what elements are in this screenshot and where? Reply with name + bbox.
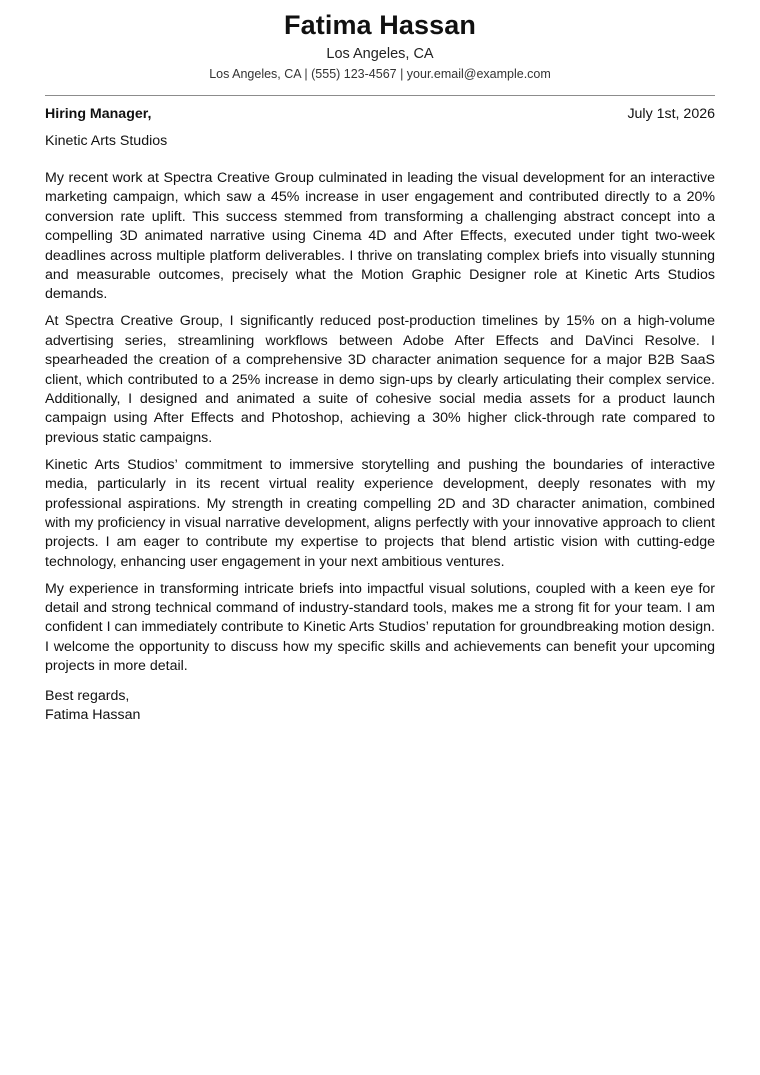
- recipient-salutation: Hiring Manager,: [45, 106, 152, 122]
- body-paragraph: At Spectra Creative Group, I significantly reduced post-production timelines by 15% on a high-volume advertising series, streamlining workflows between Adobe After Effects and DaVinci Resolve. I spearheaded the creation of a comprehensive 3D character animation sequence for a major B2B SaaS client, which contributed to a 25% increase in demo sign-ups by clearly articulating their complex service. Additionally, I designed and animated a suite of cohesive social media assets for a product launch campaign using After Effects and Photoshop, achieving a 30% higher click-through rate compared to previous static campaigns.: [45, 313, 715, 446]
- recipient-company: Kinetic Arts Studios: [45, 133, 168, 149]
- letter-header: [45, 0, 715, 83]
- header-divider: [45, 95, 715, 96]
- applicant-name: Fatima Hassan: [284, 10, 476, 40]
- applicant-location: Los Angeles, CA: [326, 46, 434, 62]
- letter-date: July 1st, 2026: [627, 106, 715, 122]
- body-paragraph: Kinetic Arts Studios’ commitment to immersive storytelling and pushing the boundaries of interactive media, particularly in its recent virtual reality experience development, deeply resonates with my professional aspirations. My strength in creating compelling 2D and 3D character animation, combined with my proficiency in visual narrative development, aligns perfectly with your innovative approach to client projects. I am eager to contribute my expertise to projects that blend artistic vision with cutting-edge technology, enhancing user engagement in your next ambitious ventures.: [45, 456, 715, 570]
- closing-phrase: Best regards,: [45, 687, 130, 704]
- signature-name: Fatima Hassan: [45, 707, 141, 724]
- letter-body: [45, 169, 715, 677]
- body-paragraph: My experience in transforming intricate briefs into impactful visual solutions, coupled with a keen eye for detail and strong technical command of industry-standard tools, makes me a strong fit for your team. I am confident I can immediately contribute to Kinetic Arts Studios’ reputation for groundbreaking motion design. I welcome the opportunity to discuss how my specific skills and achievements can benefit your upcoming projects in more detail.: [45, 580, 715, 675]
- body-paragraph: My recent work at Spectra Creative Group culminated in leading the visual development for an interactive marketing campaign, which saw a 45% increase in user engagement and contributed directly to a 20% conversion rate uplift. This success stemmed from transforming a challenging abstract concept into a compelling 3D animated narrative using Cinema 4D and After Effects, executed under tight two-week deadlines across multiple platform deliverables. I thrive on translating complex briefs into visually stunning and measurable outcomes, precisely what the Motion Graphic Designer role at Kinetic Arts Studios demands.: [45, 170, 715, 303]
- applicant-contact-line: Los Angeles, CA | (555) 123-4567 | your.email@example.com: [209, 67, 551, 81]
- letter-closing: [45, 687, 715, 726]
- recipient-date-row: [45, 105, 715, 123]
